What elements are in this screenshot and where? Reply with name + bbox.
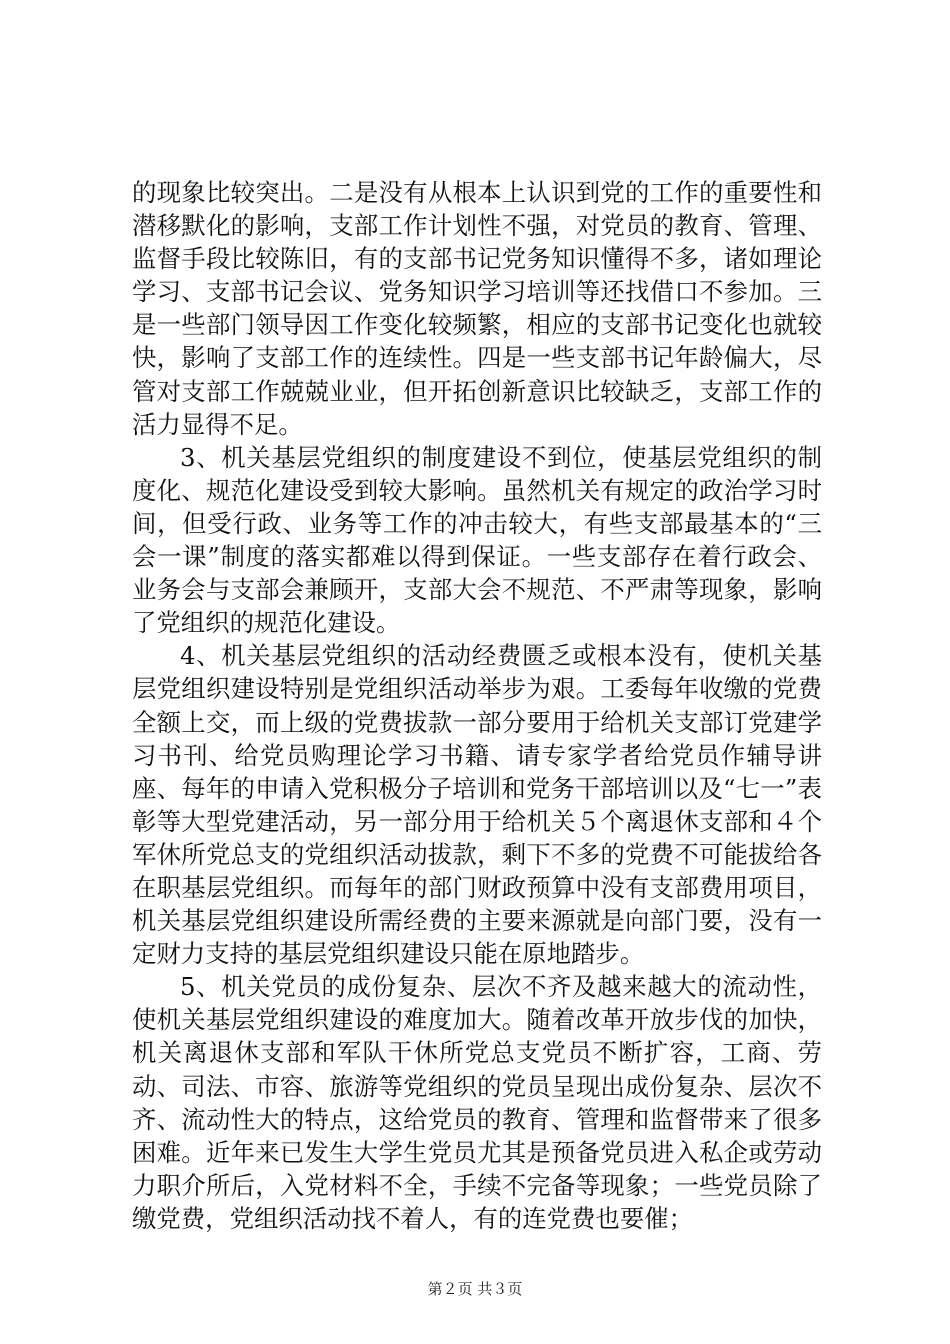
paragraph-2: 3、机关基层党组织的制度建设不到位，使基层党组织的制度化、规范化建设受到较大影响。虽然机关有规定的政治学习时间，但受行政、业务等工作的冲击较大，有些支部最基本的“三会一课”制度的落实都难以得到保证。一些支部存在着行政会、业务会与支部会兼顾开，支部大会不规范、不严肃等现象，影响了党组织的规范化建设。 [132, 442, 822, 638]
page-footer: 第２页 共３页 [427, 1280, 523, 1298]
paragraph-4: 5、机关党员的成份复杂、层次不齐及越来越大的流动性，使机关基层党组织建设的难度加大。随着改革开放步伐的加快，机关离退休支部和军队干休所党总支党员不断扩容，工商、劳动、司法、市容、旅游等党组织的党员呈现出成份复杂、层次不齐、流动性大的特点，这给党员的教育、管理和监督带来了很多困难。近年来已发生大学生党员尤其是预备党员进入私企或劳动力职介所后，入党材料不全，手续不完备等现象；一些党员除了缴党费，党组织活动找不着人，有的连党费也要催； [132, 972, 822, 1233]
document-body [132, 176, 822, 1235]
paragraph-1: 的现象比较突出。二是没有从根本上认识到党的工作的重要性和潜移默化的影响，支部工作计划性不强，对党员的教育、管理、监督手段比较陈旧，有的支部书记党务知识懂得不多，诸如理论学习、支部书记会议、党务知识学习培训等还找借口不参加。三是一些部门领导因工作变化较频繁，相应的支部书记变化也就较快，影响了支部工作的连续性。四是一些支部书记年龄偏大，尽管对支部工作兢兢业业，但开拓创新意识比较缺乏，支部工作的活力显得不足。 [132, 178, 822, 439]
paragraph-3: 4、机关基层党组织的活动经费匮乏或根本没有，使机关基层党组织建设特别是党组织活动举步为艰。工委每年收缴的党费全额上交，而上级的党费拔款一部分要用于给机关支部订党建学习书刊、给党员购理论学习书籍、请专家学者给党员作辅导讲座、每年的申请入党积极分子培训和党务干部培训以及“七一”表彰等大型党建活动，另一部分用于给机关５个离退休支部和４个军休所党总支的党组织活动拔款，剩下不多的党费不可能拔给各在职基层党组织。而每年的部门财政预算中没有支部费用项目，机关基层党组织建设所需经费的主要来源就是向部门要，没有一定财力支持的基层党组织建设只能在原地踏步。 [132, 641, 822, 969]
